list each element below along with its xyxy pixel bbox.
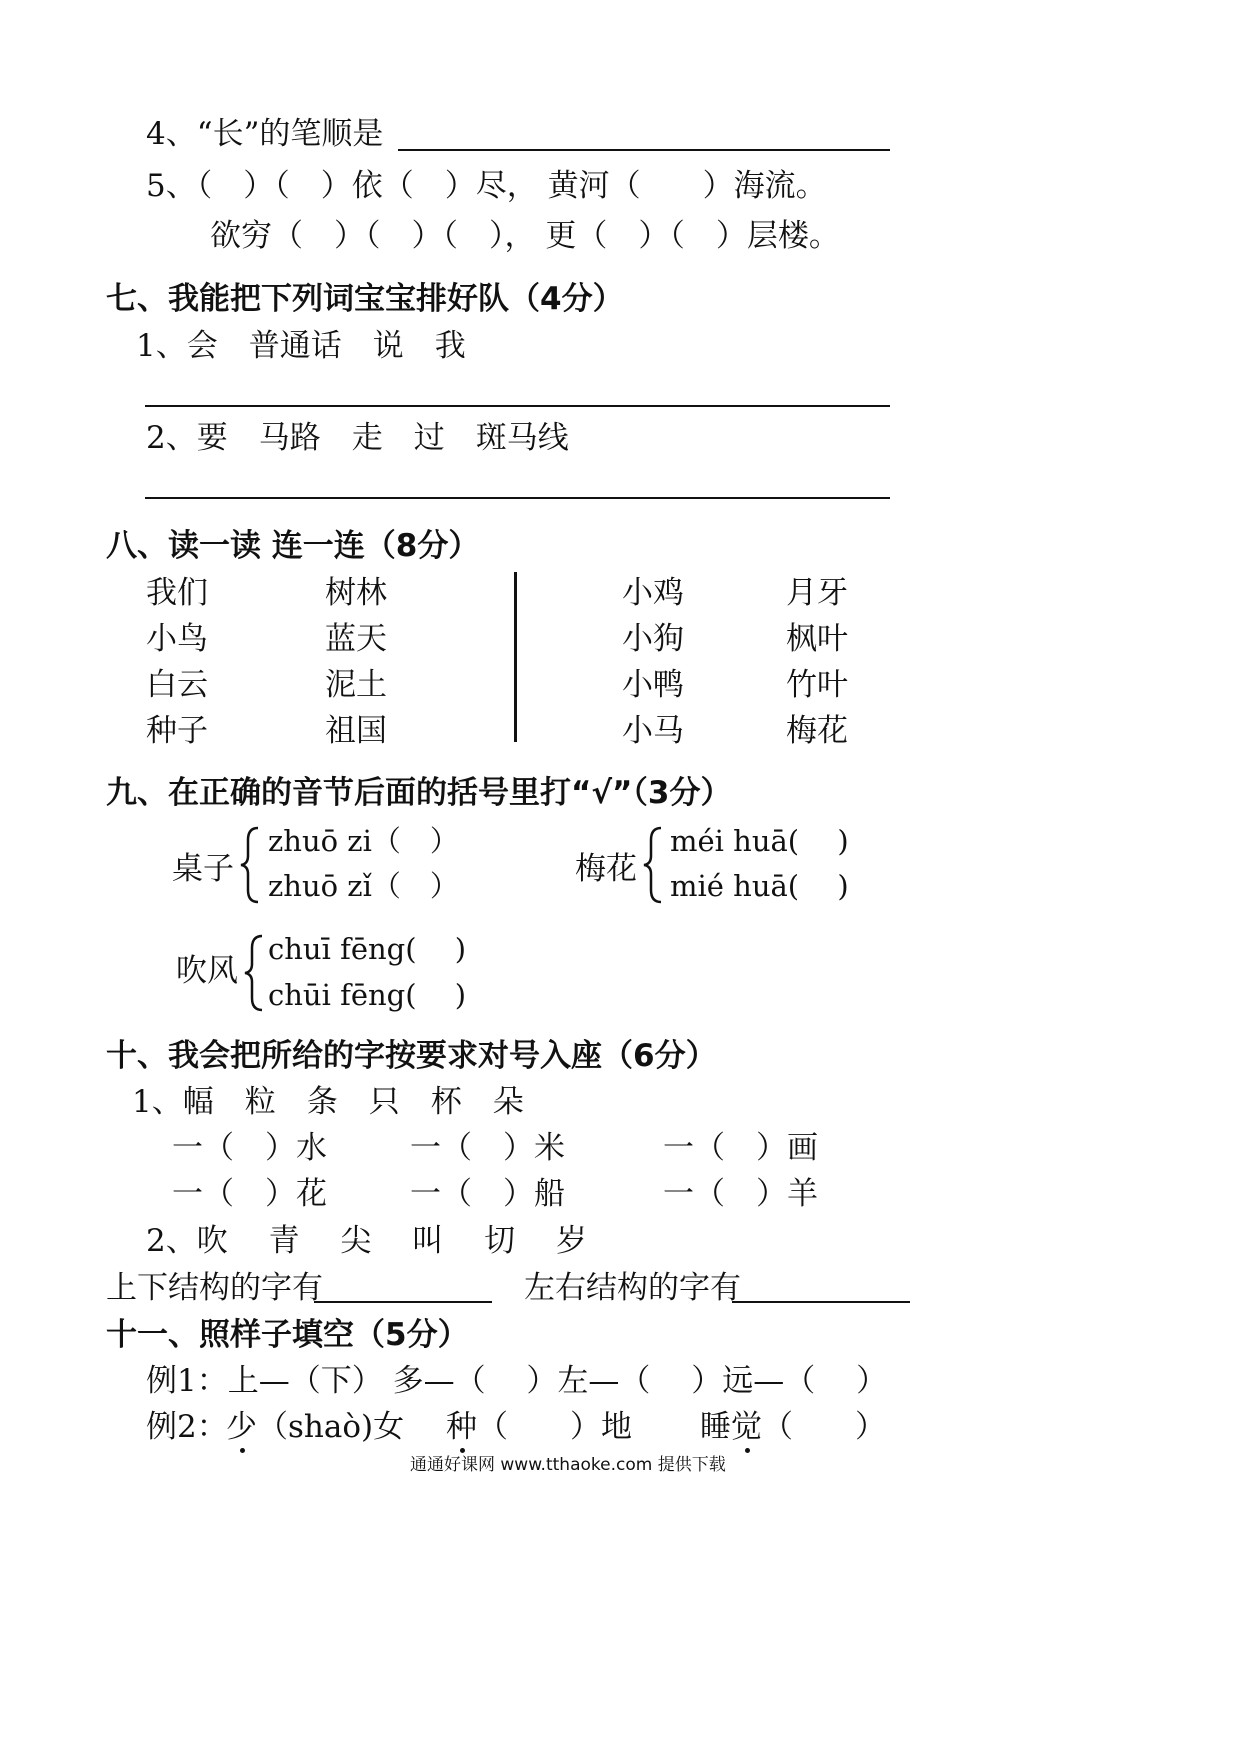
q11-char-shui: 睡: [700, 1409, 731, 1445]
q7-item2: 2、要 马路 走 过 斑马线: [146, 420, 569, 456]
word-right-a-4: 小马: [622, 713, 684, 749]
word-right-b-3: 竹叶: [786, 667, 848, 703]
q9-word-zhuozi: 桌子: [172, 851, 234, 887]
q9-word-chuifeng: 吹风: [176, 953, 238, 989]
q10-heading: 十、我会把所给的字按要求对号入座（6分）: [106, 1038, 717, 1074]
measure-blank-5[interactable]: 一（ ）船: [410, 1176, 565, 1212]
measure-blank-3[interactable]: 一（ ）画: [663, 1130, 818, 1166]
brace-icon: [641, 826, 665, 904]
answer-line-q7-2[interactable]: [145, 497, 890, 499]
measure-blank-1[interactable]: 一（ ）水: [172, 1130, 327, 1166]
emphasis-dot: [240, 1448, 245, 1453]
word-left-a-3: 白云: [146, 667, 208, 703]
pinyin-option-chuifeng-1[interactable]: chuī fēng( ): [268, 932, 467, 966]
emphasis-dot: [745, 1448, 750, 1453]
word-right-b-2: 枫叶: [786, 621, 848, 657]
q6-item4: 4、“长”的笔顺是: [146, 116, 384, 152]
q11-example-2-prefix: 例2：: [146, 1409, 228, 1445]
q8-heading: 八、读一读 连一连（8分）: [106, 528, 480, 564]
pinyin-option-chuifeng-2[interactable]: chūi fēng( ): [268, 978, 467, 1012]
q11-blank-shuijiao[interactable]: （ ）: [762, 1409, 886, 1445]
pinyin-option-zhuozi-2[interactable]: zhuō zǐ（ ）: [268, 869, 459, 903]
label-top-bottom-structure: 上下结构的字有: [106, 1270, 323, 1306]
q11-char-zhong: 种: [446, 1409, 477, 1445]
pinyin-option-meihua-1[interactable]: méi huā( ): [670, 824, 849, 858]
measure-blank-6[interactable]: 一（ ）羊: [663, 1176, 818, 1212]
word-right-b-1: 月牙: [786, 575, 848, 611]
answer-line-top-bottom[interactable]: [314, 1301, 492, 1303]
answer-line-q7-1[interactable]: [145, 405, 890, 407]
q11-char-jiao: 觉: [731, 1409, 762, 1445]
word-right-b-4: 梅花: [786, 713, 848, 749]
q11-heading: 十一、照样子填空（5分）: [106, 1317, 469, 1353]
q6-item5-line1: 5、（ ）（ ）依（ ）尽， 黄河（ ）海流。: [146, 168, 827, 204]
q11-blank-zhong[interactable]: （ ）地: [477, 1409, 632, 1445]
answer-line-left-right[interactable]: [732, 1301, 910, 1303]
word-left-b-2: 蓝天: [325, 621, 387, 657]
q11-example-2-char-shao: 少: [226, 1409, 257, 1445]
q9-heading: 九、在正确的音节后面的括号里打“√”（3分）: [106, 775, 732, 811]
q10-item2: 2、吹 青 尖 叫 切 岁: [146, 1223, 587, 1259]
q7-heading: 七、我能把下列词宝宝排好队（4分）: [106, 281, 624, 317]
measure-blank-4[interactable]: 一（ ）花: [172, 1176, 327, 1212]
word-right-a-2: 小狗: [622, 621, 684, 657]
column-divider: [514, 572, 517, 742]
q7-item1: 1、会 普通话 说 我: [136, 328, 466, 364]
q6-item5-line2: 欲穷（ ）（ ）（ ）， 更（ ）（ ）层楼。: [210, 218, 840, 254]
word-left-a-2: 小鸟: [146, 621, 208, 657]
word-left-a-1: 我们: [146, 575, 208, 611]
word-left-b-3: 泥土: [325, 667, 387, 703]
q11-example-1: 例1：上—（下） 多—（ ）左—（ ）远—（ ）: [146, 1363, 888, 1399]
q11-example-2-text: （shaò)女: [257, 1409, 405, 1445]
brace-icon: [238, 826, 262, 904]
pinyin-option-zhuozi-1[interactable]: zhuō zi（ ）: [268, 824, 459, 858]
measure-blank-2[interactable]: 一（ ）米: [410, 1130, 565, 1166]
footer-credit: 通通好课网 www.tthaoke.com 提供下载: [410, 1455, 726, 1475]
word-left-a-4: 种子: [146, 713, 208, 749]
answer-line-stroke-order[interactable]: [398, 149, 890, 151]
brace-icon: [242, 934, 266, 1012]
pinyin-option-meihua-2[interactable]: mié huā( ): [670, 869, 849, 903]
word-left-b-4: 祖国: [325, 713, 387, 749]
q10-item1: 1、幅 粒 条 只 杯 朵: [132, 1084, 524, 1120]
word-right-a-3: 小鸭: [622, 667, 684, 703]
label-left-right-structure: 左右结构的字有: [524, 1270, 741, 1306]
q9-word-meihua: 梅花: [575, 851, 637, 887]
word-right-a-1: 小鸡: [622, 575, 684, 611]
word-left-b-1: 树林: [325, 575, 387, 611]
